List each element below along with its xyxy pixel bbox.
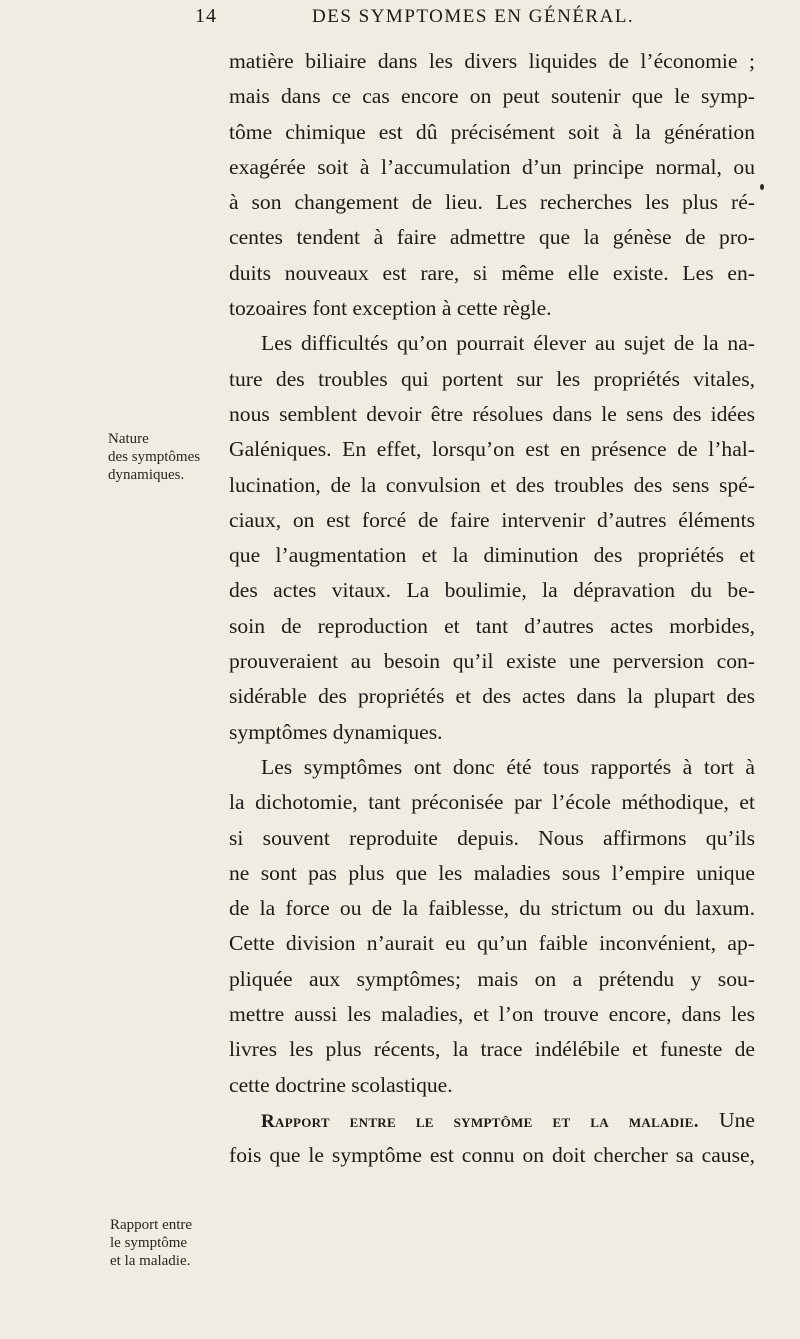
section-heading-tail: Une — [698, 1107, 756, 1132]
margin-note-line: Nature — [108, 431, 149, 447]
text-line: lucination, de la convulsion et des troubles des sens spé- — [229, 472, 755, 497]
text-line: tozoaires font exception à cette règle. — [229, 296, 552, 321]
text-line: mettre aussi les maladies, et l’on trouve encore, dans les — [229, 1002, 755, 1027]
text-line: nous semblent devoir être résolues dans le sens des idées — [229, 401, 755, 426]
text-line: exagérée soit à l’accumulation d’un principe normal, ou — [229, 154, 755, 179]
text-line: soin de reproduction et tant d’autres actes morbides, — [229, 613, 755, 638]
margin-note-line: le symptôme — [110, 1235, 188, 1251]
text-line: Galéniques. En effet, lorsqu’on est en présence de l’hal- — [229, 437, 755, 462]
text-line: des actes vitaux. La boulimie, la dépravation du be- — [229, 578, 755, 603]
text-line: ne sont pas plus que les maladies sous l’empire unique — [229, 860, 755, 885]
page-number: 14 — [195, 5, 217, 27]
text-line: cette doctrine scolastique. — [229, 1072, 453, 1097]
body-text — [229, 44, 755, 1174]
margin-note-line: dynamiques. — [108, 467, 185, 483]
section-heading-line — [229, 1103, 755, 1138]
text-line: de la force ou de la faiblesse, du strictum ou du laxum. — [229, 896, 755, 921]
margin-note-line: et la maladie. — [110, 1253, 191, 1269]
text-line: à son changement de lieu. Les recherches les plus ré- — [229, 190, 755, 215]
text-line: mais dans ce cas encore on peut soutenir que le symp- — [229, 84, 755, 109]
text-line: duits nouveaux est rare, si même elle existe. Les en- — [229, 260, 755, 285]
text-line: Les symptômes ont donc été tous rapportés à tort à — [261, 754, 755, 779]
text-line: centes tendent à faire admettre que la génèse de pro- — [229, 225, 755, 250]
text-line: tôme chimique est dû précisément soit à la génération — [229, 119, 755, 144]
text-line: la dichotomie, tant préconisée par l’école méthodique, et — [229, 790, 755, 815]
text-line: pliquée aux symptômes; mais on a prétendu y sou- — [229, 966, 755, 991]
text-line: fois que le symptôme est connu on doit chercher sa cause, — [229, 1143, 755, 1168]
text-line: symptômes dynamiques. — [229, 719, 443, 744]
print-speck — [760, 184, 764, 190]
text-line: si souvent reproduite depuis. Nous affirmons qu’ils — [229, 825, 755, 850]
text-line: que l’augmentation et la diminution des propriétés et — [229, 543, 755, 568]
text-line: matière biliaire dans les divers liquides de l’économie ; — [229, 49, 755, 73]
text-line: sidérable des propriétés et des actes dans la plupart des — [229, 684, 755, 709]
section-heading: Rapport entre le symptôme et la maladie. — [261, 1110, 699, 1132]
margin-note-rapport — [110, 1216, 220, 1270]
text-line: prouveraient au besoin qu’il existe une perversion con- — [229, 649, 755, 674]
text-line: ture des troubles qui portent sur les propriétés vitales, — [229, 366, 755, 391]
text-line: ciaux, on est forcé de faire intervenir d’autres éléments — [229, 507, 755, 532]
margin-note-line: Rapport entre — [110, 1217, 193, 1233]
margin-note-line: des symptômes — [108, 449, 201, 465]
margin-note-nature — [108, 430, 236, 484]
text-line: Cette division n’aurait eu qu’un faible inconvénient, ap- — [229, 931, 755, 956]
text-line: livres les plus récents, la trace indélébile et funeste de — [229, 1037, 755, 1062]
text-line: Les difficultés qu’on pourrait élever au sujet de la na- — [261, 331, 755, 356]
running-title: DES SYMPTOMES EN GÉNÉRAL. — [312, 6, 635, 27]
